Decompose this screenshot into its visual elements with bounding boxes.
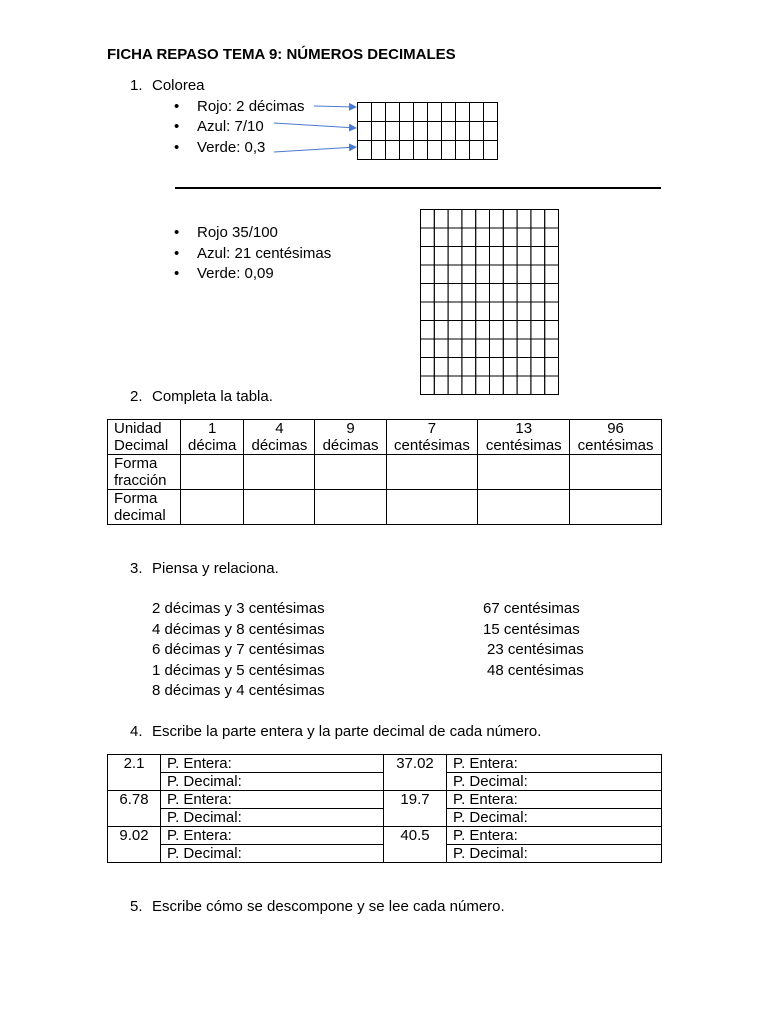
grid-cell[interactable] xyxy=(490,265,504,284)
q1-bullet-azul: • Azul: 7/10 xyxy=(197,118,264,135)
grid-cell[interactable] xyxy=(476,265,490,284)
row-decimal-line2: decimal xyxy=(114,507,166,524)
grid-cell[interactable] xyxy=(503,376,517,395)
q3-left-item: 8 décimas y 4 centésimas xyxy=(152,682,325,699)
grid-cell[interactable] xyxy=(448,210,462,229)
grid-cell[interactable] xyxy=(414,141,428,160)
grid-cell[interactable] xyxy=(456,141,470,160)
q1b-bullet-verde: • Verde: 0,09 xyxy=(197,265,274,282)
q3-number: 3. xyxy=(130,560,143,577)
q1-bullet-verde: • Verde: 0,3 xyxy=(197,139,265,156)
grid-cell[interactable] xyxy=(531,321,545,340)
grid-cell[interactable] xyxy=(400,122,414,141)
answer-cell[interactable] xyxy=(570,490,662,525)
q3-left-item: 4 décimas y 8 centésimas xyxy=(152,621,325,638)
col-num: 4 xyxy=(275,420,284,437)
grid-cell[interactable] xyxy=(517,265,531,284)
grid-cell[interactable] xyxy=(448,247,462,266)
grid-cell[interactable] xyxy=(386,141,400,160)
grid-cell[interactable] xyxy=(428,103,442,122)
answer-cell[interactable] xyxy=(181,490,244,525)
grid-cell[interactable] xyxy=(448,228,462,247)
grid-cell[interactable] xyxy=(434,339,448,358)
q3-right-item: 15 centésimas xyxy=(483,621,580,638)
grid-cell[interactable] xyxy=(372,103,386,122)
grid-cell[interactable] xyxy=(490,339,504,358)
col-unit: décimas xyxy=(322,437,379,454)
grid-cell[interactable] xyxy=(386,122,400,141)
grid-cell[interactable] xyxy=(386,103,400,122)
grid-cell[interactable] xyxy=(476,210,490,229)
decimal-table xyxy=(107,419,662,525)
grid-cell[interactable] xyxy=(358,122,372,141)
grid-cell[interactable] xyxy=(517,247,531,266)
q1-text: Colorea xyxy=(152,77,205,94)
grid-cell[interactable] xyxy=(421,376,435,395)
number-cell: 2.1 xyxy=(108,755,161,791)
grid-cell[interactable] xyxy=(476,339,490,358)
grid-cell[interactable] xyxy=(490,284,504,303)
grid-cell[interactable] xyxy=(462,265,476,284)
col-unit: centésimas xyxy=(394,437,470,454)
grid-cell[interactable] xyxy=(476,321,490,340)
q3-left-item: 6 décimas y 7 centésimas xyxy=(152,641,325,658)
answer-cell[interactable] xyxy=(478,490,570,525)
grid-cell[interactable] xyxy=(531,358,545,377)
col-num: 9 xyxy=(346,420,355,437)
answer-cell[interactable] xyxy=(386,490,478,525)
grid-cell[interactable] xyxy=(531,247,545,266)
grid-cell[interactable] xyxy=(421,228,435,247)
row-fraction-line1: Forma xyxy=(114,455,158,472)
entera-cell[interactable]: P. Entera: xyxy=(161,827,384,845)
q1b-bullet-azul: • Azul: 21 centésimas xyxy=(197,245,331,262)
entera-cell[interactable]: P. Entera: xyxy=(447,755,662,773)
table-row xyxy=(108,827,662,845)
grid-cell[interactable] xyxy=(400,103,414,122)
grid-cell[interactable] xyxy=(545,265,559,284)
grid-cell[interactable] xyxy=(517,228,531,247)
q2-text: Completa la tabla. xyxy=(152,388,273,405)
grid-cell[interactable] xyxy=(517,376,531,395)
q5-text: Escribe cómo se descompone y se lee cada número. xyxy=(152,898,505,915)
grid-cell[interactable] xyxy=(531,376,545,395)
arrow-azul xyxy=(274,123,356,128)
q3-right-item: 48 centésimas xyxy=(487,662,584,679)
grid-cell[interactable] xyxy=(484,122,498,141)
col-unit: décimas xyxy=(251,437,308,454)
grid-cell[interactable] xyxy=(434,228,448,247)
grid-cell[interactable] xyxy=(421,302,435,321)
grid-cell[interactable] xyxy=(421,358,435,377)
number-cell: 19.7 xyxy=(384,791,447,827)
grid-cell[interactable] xyxy=(503,247,517,266)
table-row xyxy=(108,420,662,455)
grid-cell[interactable] xyxy=(421,210,435,229)
grid-cell[interactable] xyxy=(462,339,476,358)
answer-cell[interactable] xyxy=(244,455,315,490)
table-row xyxy=(108,455,662,490)
q5-number: 5. xyxy=(130,898,143,915)
grid-cell[interactable] xyxy=(503,265,517,284)
grid-cell[interactable] xyxy=(476,284,490,303)
grid-cell[interactable] xyxy=(517,321,531,340)
grid-cell[interactable] xyxy=(462,247,476,266)
grid-cell[interactable] xyxy=(517,302,531,321)
q3-right-item: 67 centésimas xyxy=(483,600,580,617)
arrow-rojo xyxy=(314,106,356,107)
grid-cell[interactable] xyxy=(442,122,456,141)
grid-cell[interactable] xyxy=(545,302,559,321)
entera-cell[interactable]: P. Entera: xyxy=(161,755,384,773)
grid-cell[interactable] xyxy=(503,358,517,377)
grid-cell[interactable] xyxy=(545,376,559,395)
grid-cell[interactable] xyxy=(434,376,448,395)
grid-cell[interactable] xyxy=(448,265,462,284)
grid-cell[interactable] xyxy=(434,265,448,284)
q1b-bullet-rojo: • Rojo 35/100 xyxy=(197,224,278,241)
grid-cell[interactable] xyxy=(470,103,484,122)
grid-cell[interactable] xyxy=(448,321,462,340)
grid-cell[interactable] xyxy=(421,265,435,284)
grid-cell[interactable] xyxy=(490,321,504,340)
q1-number: 1. xyxy=(130,77,143,94)
col-unit: décima xyxy=(188,437,237,454)
grid-cell[interactable] xyxy=(462,302,476,321)
col-num: 1 xyxy=(208,420,217,437)
grid-cell[interactable] xyxy=(462,376,476,395)
grid-cell[interactable] xyxy=(442,103,456,122)
grid-cell[interactable] xyxy=(462,228,476,247)
grid-cell[interactable] xyxy=(517,210,531,229)
q1-bullet-rojo: • Rojo: 2 décimas xyxy=(197,98,305,115)
decimal-cell[interactable]: P. Decimal: xyxy=(161,773,384,791)
decimal-cell[interactable]: P. Decimal: xyxy=(447,773,662,791)
number-cell: 9.02 xyxy=(108,827,161,863)
grid-cell[interactable] xyxy=(414,122,428,141)
grid-cell[interactable] xyxy=(476,247,490,266)
col-num: 13 xyxy=(515,420,533,437)
grid-cell[interactable] xyxy=(484,103,498,122)
hundredths-grid xyxy=(421,210,559,395)
answer-cell[interactable] xyxy=(181,455,244,490)
decimal-cell[interactable]: P. Decimal: xyxy=(447,845,662,863)
grid-cell[interactable] xyxy=(434,321,448,340)
grid-cell[interactable] xyxy=(442,141,456,160)
grid-cell[interactable] xyxy=(476,376,490,395)
grid-cell[interactable] xyxy=(503,339,517,358)
grid-cell[interactable] xyxy=(531,284,545,303)
grid-cell[interactable] xyxy=(545,321,559,340)
table-row xyxy=(108,490,662,525)
grid-cell[interactable] xyxy=(517,358,531,377)
grid-cell[interactable] xyxy=(490,302,504,321)
row-fraction-line2: fracción xyxy=(114,472,167,489)
grid-cell[interactable] xyxy=(531,265,545,284)
grid-cell[interactable] xyxy=(434,247,448,266)
q3-text: Piensa y relaciona. xyxy=(152,560,279,577)
grid-cell[interactable] xyxy=(462,284,476,303)
grid-cell[interactable] xyxy=(428,122,442,141)
grid-cell[interactable] xyxy=(490,228,504,247)
grid-cell[interactable] xyxy=(421,339,435,358)
grid-cell[interactable] xyxy=(434,302,448,321)
grid-cell[interactable] xyxy=(503,302,517,321)
q2-number: 2. xyxy=(130,388,143,405)
grid-cell[interactable] xyxy=(545,228,559,247)
grid-cell[interactable] xyxy=(545,284,559,303)
grid-cell[interactable] xyxy=(456,103,470,122)
q4-text: Escribe la parte entera y la parte decimal de cada número. xyxy=(152,723,542,740)
entera-cell[interactable]: P. Entera: xyxy=(447,791,662,809)
grid-cell[interactable] xyxy=(517,284,531,303)
grid-cell[interactable] xyxy=(531,302,545,321)
grid-cell[interactable] xyxy=(476,358,490,377)
grid-cell[interactable] xyxy=(545,358,559,377)
grid-cell[interactable] xyxy=(358,141,372,160)
col-num: 7 xyxy=(427,420,437,437)
q4-number: 4. xyxy=(130,723,143,740)
table-row xyxy=(108,791,662,809)
grid-cell[interactable] xyxy=(517,339,531,358)
grid-cell[interactable] xyxy=(476,228,490,247)
grid-cell[interactable] xyxy=(400,141,414,160)
grid-cell[interactable] xyxy=(545,210,559,229)
grid-cell[interactable] xyxy=(358,103,372,122)
grid-cell[interactable] xyxy=(462,210,476,229)
number-cell: 37.02 xyxy=(384,755,447,791)
grid-cell[interactable] xyxy=(490,376,504,395)
grid-cell[interactable] xyxy=(545,247,559,266)
grid-cell[interactable] xyxy=(490,358,504,377)
grid-cell[interactable] xyxy=(428,141,442,160)
decimal-cell[interactable]: P. Decimal: xyxy=(161,845,384,863)
answer-cell[interactable] xyxy=(570,455,662,490)
grid-cell[interactable] xyxy=(490,210,504,229)
grid-cell[interactable] xyxy=(421,247,435,266)
grid-cell[interactable] xyxy=(372,122,386,141)
col-unit: centésimas xyxy=(577,437,654,454)
grid-cell[interactable] xyxy=(448,376,462,395)
grid-cell[interactable] xyxy=(503,210,517,229)
answer-cell[interactable] xyxy=(315,455,386,490)
grid-cell[interactable] xyxy=(476,302,490,321)
grid-cell[interactable] xyxy=(503,228,517,247)
page-title: FICHA REPASO TEMA 9: NÚMEROS DECIMALES xyxy=(107,46,456,63)
grid-cell[interactable] xyxy=(414,103,428,122)
grid-cell[interactable] xyxy=(448,358,462,377)
answer-cell[interactable] xyxy=(315,490,386,525)
grid-cell[interactable] xyxy=(372,141,386,160)
grid-cell[interactable] xyxy=(448,284,462,303)
grid-cell[interactable] xyxy=(434,210,448,229)
grid-cell[interactable] xyxy=(462,358,476,377)
q3-right-item: 23 centésimas xyxy=(487,641,584,658)
grid-cell[interactable] xyxy=(531,228,545,247)
entera-cell[interactable]: P. Entera: xyxy=(447,827,662,845)
header-label-line1: Unidad xyxy=(114,420,162,437)
grid-cell[interactable] xyxy=(503,284,517,303)
grid-cell[interactable] xyxy=(421,321,435,340)
header-label-line2: Decimal xyxy=(114,437,169,454)
grid-cell[interactable] xyxy=(484,141,498,160)
entera-cell[interactable]: P. Entera: xyxy=(161,791,384,809)
col-num: 96 xyxy=(607,420,624,437)
grid-cell[interactable] xyxy=(448,339,462,358)
row-decimal-line1: Forma xyxy=(114,490,158,507)
answer-cell[interactable] xyxy=(244,490,315,525)
grid-cell[interactable] xyxy=(503,321,517,340)
q3-left-item: 2 décimas y 3 centésimas xyxy=(152,600,325,617)
grid-cell[interactable] xyxy=(434,358,448,377)
grid-cell[interactable] xyxy=(421,284,435,303)
grid-cell[interactable] xyxy=(531,210,545,229)
grid-cell[interactable] xyxy=(531,339,545,358)
parts-table xyxy=(107,754,662,863)
number-cell: 40.5 xyxy=(384,827,447,863)
col-unit: centésimas xyxy=(485,437,562,454)
tenths-grid xyxy=(358,103,498,160)
grid-cell[interactable] xyxy=(470,122,484,141)
grid-cell[interactable] xyxy=(456,122,470,141)
grid-cell[interactable] xyxy=(545,339,559,358)
grid-cell[interactable] xyxy=(462,321,476,340)
answer-cell[interactable] xyxy=(386,455,478,490)
number-cell: 6.78 xyxy=(108,791,161,827)
grid-cell[interactable] xyxy=(490,247,504,266)
q3-left-item: 1 décimas y 5 centésimas xyxy=(152,662,325,679)
table-row xyxy=(108,755,662,773)
grid-cell[interactable] xyxy=(470,141,484,160)
grid-cell[interactable] xyxy=(448,302,462,321)
arrow-verde xyxy=(274,147,356,152)
answer-cell[interactable] xyxy=(478,455,570,490)
decimal-cell[interactable]: P. Decimal: xyxy=(161,809,384,827)
grid-cell[interactable] xyxy=(434,284,448,303)
decimal-cell[interactable]: P. Decimal: xyxy=(447,809,662,827)
